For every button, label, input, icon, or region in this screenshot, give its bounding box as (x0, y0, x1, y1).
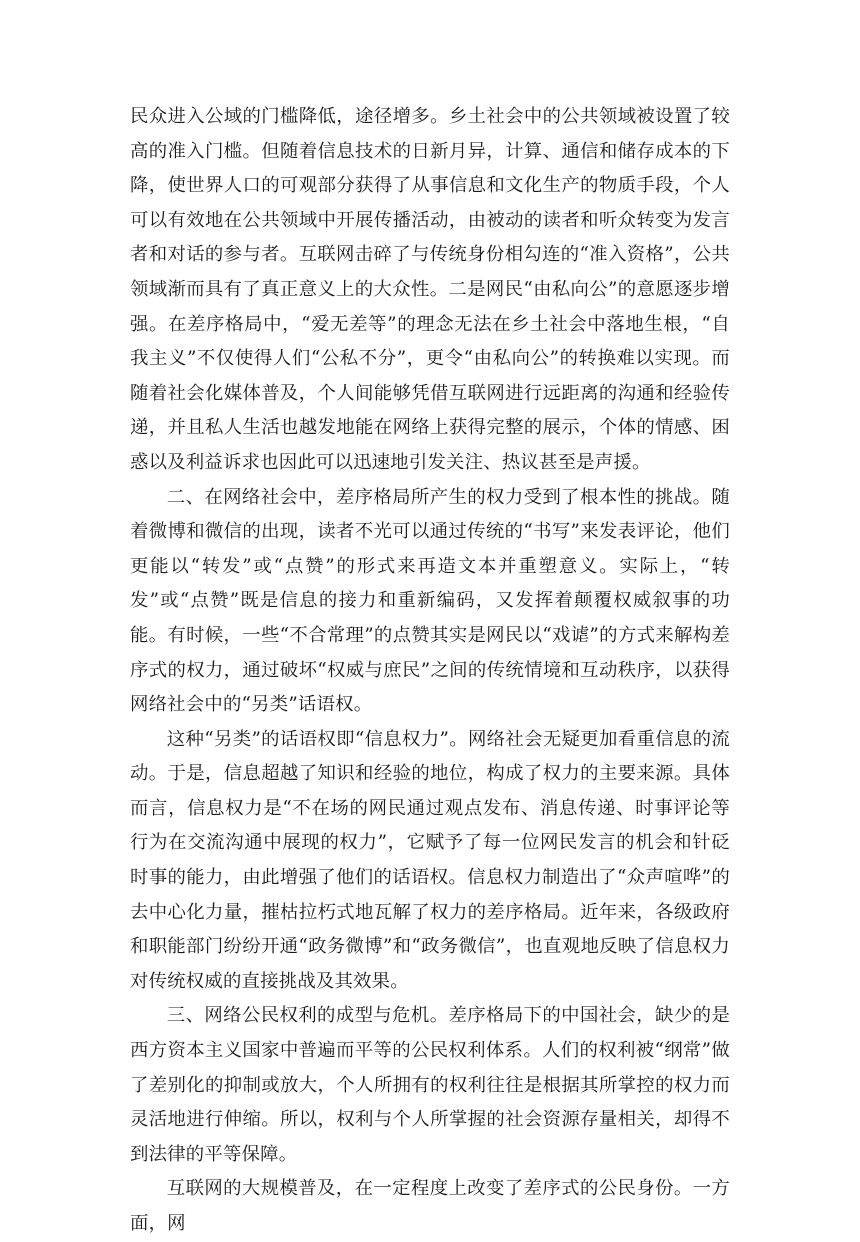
paragraph-public-sphere: 民众进入公域的门槛降低，途径增多。乡土社会中的公共领域被设置了较高的准入门槛。但随着信息技术的日新月异，计算、通信和储存成本的下降，使世界人口的可观部分获得了从事信息和文化生产的物质手段，个人可以有效地在公共领域中开展传播活动，由被动的读者和听众转变为发言者和对话的参与者。互联网击碎了与传统身份相勾连的“准入资格”，公共领域渐而具有了真正意义上的大众性。二是网民“由私向公”的意愿逐步增强。在差序格局中，“爱无差等”的理念无法在乡土社会中落地生根，“自我主义”不仅使得人们“公私不分”，更令“由私向公”的转换难以实现。而随着社会化媒体普及，个人间能够凭借互联网进行远距离的沟通和经验传递，并且私人生活也越发地能在网络上获得完整的展示，个体的情感、困惑以及利益诉求也因此可以迅速地引发关注、热议甚至是声援。 (130, 106, 730, 473)
paragraph-citizen-rights: 三、网络公民权利的成型与危机。差序格局下的中国社会，缺少的是西方资本主义国家中普遍而平等的公民权利体系。人们的权利被“纲常”做了差别化的抑制或放大，个人所拥有的权利往往是根据其所掌控的权力而灵活地进行伸缩。所以，权利与个人所掌握的社会资源存量相关，却得不到法律的平等保障。 (130, 1005, 730, 1165)
paragraph-power-challenge: 二、在网络社会中，差序格局所产生的权力受到了根本性的挑战。随着微博和微信的出现，读者不光可以通过传统的“书写”来发表评论，他们更能以“转发”或“点赞”的形式来再造文本并重塑意义。实际上，“转发”或“点赞”既是信息的接力和重新编码，又发挥着颠覆权威叙事的功能。有时候，一些“不合常理”的点赞其实是网民以“戏谑”的方式来解构差序式的权力，通过破坏“权威与庶民”之间的传统情境和互动秩序，以获得网络社会中的“另类”话语权。 (130, 486, 730, 716)
paragraph-information-power: 这种“另类”的话语权即“信息权力”。网络社会无疑更加看重信息的流动。于是，信息超越了知识和经验的地位，构成了权力的主要来源。具体而言，信息权力是“不在场的网民通过观点发布、消息传递、时事评论等行为在交流沟通中展现的权力”，它赋予了每一位网民发言的机会和针砭时事的能力，由此增强了他们的话语权。信息权力制造出了“众声喧哗”的去中心化力量，摧枯拉朽式地瓦解了权力的差序格局。近年来，各级政府和职能部门纷纷开通“政务微博”和“政务微信”，也直观地反映了信息权力对传统权威的直接挑战及其效果。 (130, 728, 730, 992)
document-body (130, 100, 730, 1242)
paragraph-internet-popularization: 互联网的大规模普及，在一定程度上改变了差序式的公民身份。一方面，网 (130, 1178, 730, 1234)
